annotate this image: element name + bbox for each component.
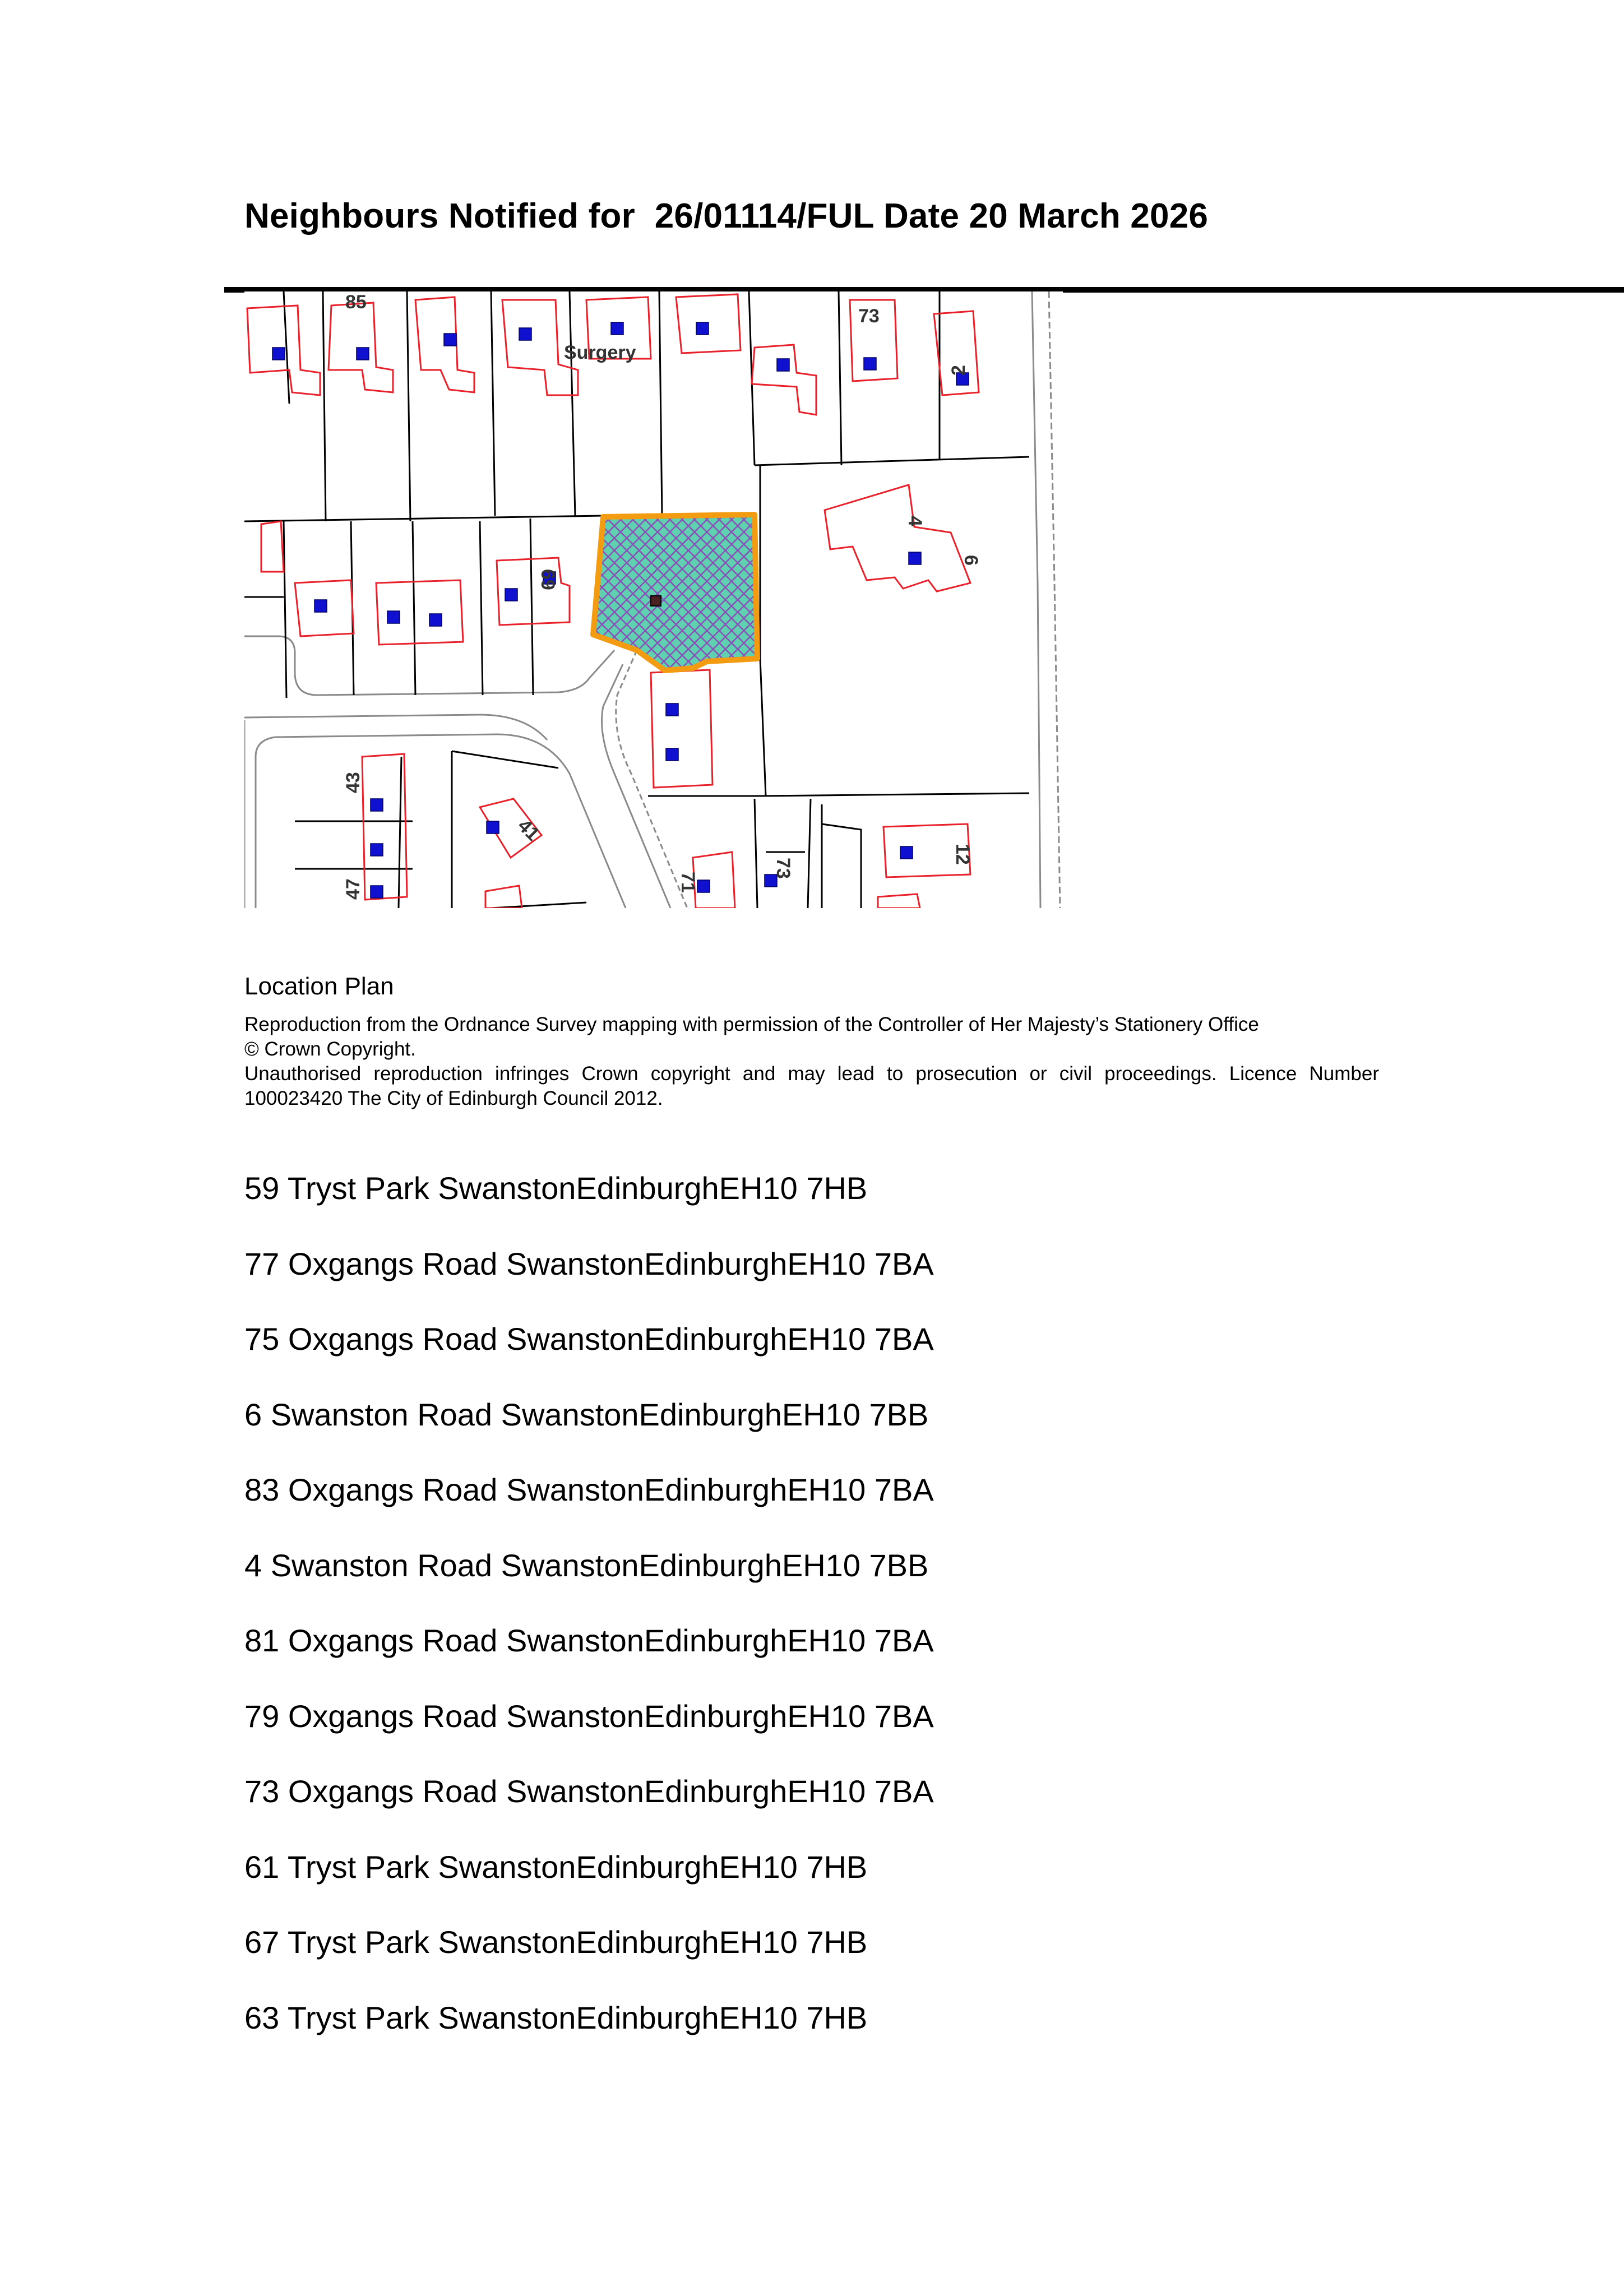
address-item: 63 Tryst Park SwanstonEdinburghEH10 7HB [244, 1999, 868, 2035]
neighbour-address-list [244, 1169, 934, 2073]
copyright-line-2: © Crown Copyright. [244, 1038, 416, 1060]
label-73-top: 73 [858, 305, 880, 327]
address-item: 79 Oxgangs Road SwanstonEdinburghEH10 7BA [244, 1698, 934, 1734]
location-map [244, 291, 1063, 908]
address-item: 73 Oxgangs Road SwanstonEdinburghEH10 7BA [244, 1774, 934, 1809]
site-marker [651, 596, 661, 606]
label-12: 12 [952, 844, 973, 865]
copyright-line-1: Reproduction from the Ordnance Survey mapping with permission of the Controller of Her Majesty’s Stationery Office [244, 1013, 1259, 1035]
label-surgery: Surgery [564, 342, 636, 363]
label-43: 43 [343, 772, 364, 793]
copyright-line-3: Unauthorised reproduction infringes Crown copyright and may lead to prosecution or civil proceedings. Licence Number 100023420 The City of Edinburgh Council 2012. [244, 1063, 1379, 1109]
caption-title: Location Plan [244, 973, 394, 1000]
label-69: 69 [537, 569, 558, 590]
label-47: 47 [343, 878, 364, 900]
address-item: 83 Oxgangs Road SwanstonEdinburghEH10 7BA [244, 1472, 934, 1507]
label-2: 2 [948, 365, 969, 376]
address-item: 61 Tryst Park SwanstonEdinburghEH10 7HB [244, 1849, 868, 1885]
label-71: 71 [677, 872, 698, 893]
copyright-notice [244, 1012, 1379, 1111]
label-85: 85 [345, 291, 367, 313]
application-site [593, 515, 757, 670]
address-item: 4 Swanston Road SwanstonEdinburghEH10 7BB [244, 1547, 929, 1583]
address-item: 59 Tryst Park SwanstonEdinburghEH10 7HB [244, 1170, 868, 1206]
address-item: 6 Swanston Road SwanstonEdinburghEH10 7BB [244, 1396, 929, 1432]
label-6: 6 [960, 555, 982, 566]
label-41: 41 [513, 814, 544, 845]
address-item: 75 Oxgangs Road SwanstonEdinburghEH10 7BA [244, 1321, 934, 1357]
label-4: 4 [904, 516, 926, 526]
address-item: 81 Oxgangs Road SwanstonEdinburghEH10 7BA [244, 1623, 934, 1658]
label-73-bottom: 73 [772, 858, 794, 879]
address-item: 67 Tryst Park SwanstonEdinburghEH10 7HB [244, 1924, 868, 1960]
address-item: 77 Oxgangs Road SwanstonEdinburghEH10 7BA [244, 1246, 934, 1281]
page-title: Neighbours Notified for 26/01114/FUL Date 20 March 2026 [244, 197, 1209, 235]
